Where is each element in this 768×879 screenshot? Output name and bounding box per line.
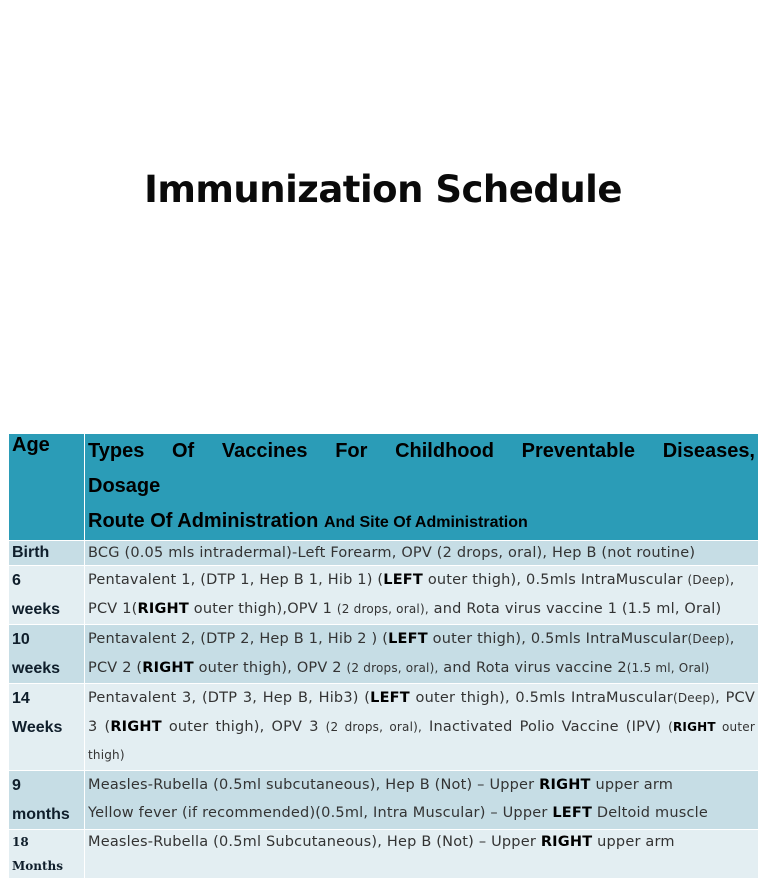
header-vaccines — [85, 434, 759, 541]
header-age: Age — [9, 434, 85, 541]
table-row — [9, 770, 759, 829]
vaccine-cell: Pentavalent 3, (DTP 3, Hep B, Hib3) (LEFT outer thigh), 0.5mls IntraMuscular(Deep), PCV 3 (RIGHT outer thigh), OPV 3 (2 drops, oral), Inactivated Polio Vaccine (IPV) (RIGHT outer thigh) — [85, 684, 759, 771]
table-row — [9, 566, 759, 625]
age-cell: 6 weeks — [9, 566, 85, 625]
table-row — [9, 684, 759, 771]
vaccine-cell: Measles-Rubella (0.5ml Subcutaneous), Hep B (Not) – Upper RIGHT upper arm — [85, 829, 759, 878]
vaccine-cell: BCG (0.05 mls intradermal)-Left Forearm, OPV (2 drops, oral), Hep B (not routine) — [85, 541, 759, 566]
age-cell: 9 months — [9, 770, 85, 829]
immunization-table — [8, 433, 759, 879]
age-cell: 10 weeks — [9, 625, 85, 684]
table-row — [9, 541, 759, 566]
age-cell: 18 Months — [9, 829, 85, 878]
table-row — [9, 829, 759, 878]
table-row — [9, 625, 759, 684]
page-title: Immunization Schedule — [144, 168, 622, 211]
vaccine-cell: Pentavalent 2, (DTP 2, Hep B 1, Hib 2 ) (LEFT outer thigh), 0.5mls IntraMuscular(Deep), PCV 2 (RIGHT outer thigh), OPV 2 (2 drops, oral), and Rota virus vaccine 2(1.5 ml, Oral) — [85, 625, 759, 684]
vaccine-cell: Pentavalent 1, (DTP 1, Hep B 1, Hib 1) (LEFT outer thigh), 0.5mls IntraMuscular (Deep), PCV 1(RIGHT outer thigh),OPV 1 (2 drops, oral), and Rota virus vaccine 1 (1.5 ml, Oral) — [85, 566, 759, 625]
header-vaccines-title: Types Of Vaccines For Childhood Preventable Diseases, Dosage — [88, 440, 755, 497]
table-header-row — [9, 434, 759, 541]
age-cell: Birth — [9, 541, 85, 566]
header-route: Route Of Administration And Site Of Administration — [88, 510, 528, 532]
vaccine-cell: Measles-Rubella (0.5ml subcutaneous), Hep B (Not) – Upper RIGHT upper arm Yellow fever (if recommended)(0.5ml, Intra Muscular) – Upper LEFT Deltoid muscle — [85, 770, 759, 829]
age-cell: 14 Weeks — [9, 684, 85, 771]
